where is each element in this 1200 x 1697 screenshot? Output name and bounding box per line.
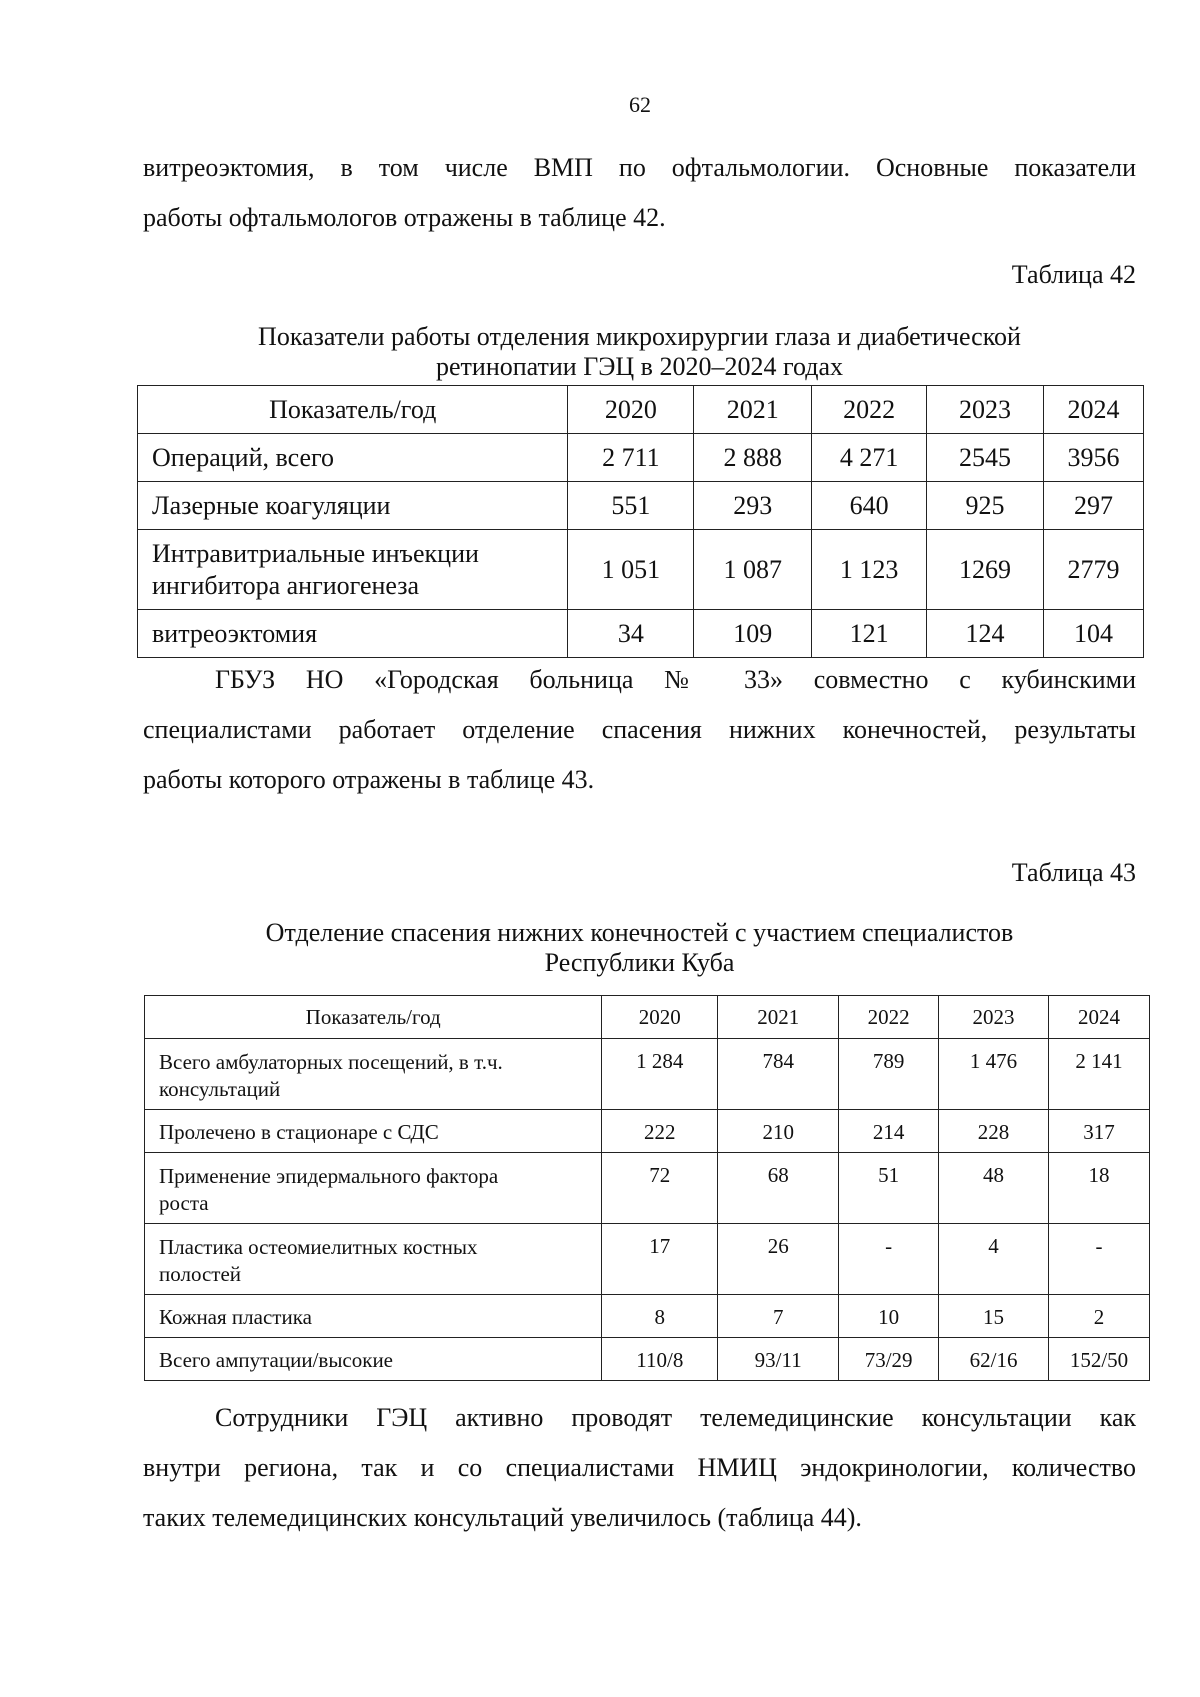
table-row	[138, 610, 1144, 658]
value-cell: 104	[1044, 610, 1144, 658]
value-cell: 228	[939, 1110, 1049, 1153]
value-cell: 26	[718, 1224, 839, 1295]
indicator-line: Пластика остеомиелитных костных	[159, 1235, 478, 1259]
header-cell: Показатель/год	[145, 996, 602, 1039]
value-cell: 789	[839, 1039, 939, 1110]
value-cell: 640	[812, 482, 927, 530]
value-cell: -	[839, 1224, 939, 1295]
indicator-line: роста	[159, 1191, 209, 1215]
indicator-cell: Пролечено в стационаре с СДС	[145, 1110, 602, 1153]
page-number: 62	[629, 92, 651, 117]
closing-paragraph	[143, 1393, 1136, 1543]
header-cell: 2024	[1044, 386, 1144, 434]
table-row	[138, 434, 1144, 482]
header-cell: 2021	[718, 996, 839, 1039]
value-cell: 551	[568, 482, 694, 530]
paragraph-line: работы которого отражены в таблице 43.	[143, 765, 595, 794]
caption-line: Показатели работы отделения микрохирургии глаза и диабетической	[258, 322, 1021, 351]
value-cell: 1 087	[694, 530, 812, 610]
header-cell: 2020	[568, 386, 694, 434]
table-row	[145, 1224, 1150, 1295]
header-cell: 2021	[694, 386, 812, 434]
middle-paragraph	[143, 655, 1136, 805]
value-cell: 152/50	[1049, 1338, 1150, 1381]
caption-line: Отделение спасения нижних конечностей с участием специалистов	[265, 918, 1014, 947]
value-cell: 210	[718, 1110, 839, 1153]
paragraph-line: работы офтальмологов отражены в таблице 42.	[143, 203, 666, 232]
value-cell: 18	[1049, 1153, 1150, 1224]
value-cell: 72	[602, 1153, 718, 1224]
indicator-line: Применение эпидермального фактора	[159, 1164, 499, 1188]
value-cell: 68	[718, 1153, 839, 1224]
value-cell: 925	[927, 482, 1044, 530]
indicator-cell	[145, 1153, 602, 1224]
table-row	[145, 1153, 1150, 1224]
table-row	[138, 530, 1144, 610]
value-cell: 784	[718, 1039, 839, 1110]
indicator-cell: Кожная пластика	[145, 1295, 602, 1338]
paragraph-line: ГБУЗ НО «Городская больница № 33» совместно с кубинскими	[215, 665, 1136, 694]
value-cell: 293	[694, 482, 812, 530]
table-43-caption	[143, 918, 1136, 978]
value-cell: 34	[568, 610, 694, 658]
header-cell: 2022	[812, 386, 927, 434]
value-cell: 2 711	[568, 434, 694, 482]
table-row	[145, 1110, 1150, 1153]
header-cell: 2022	[839, 996, 939, 1039]
value-cell: 1 051	[568, 530, 694, 610]
header-cell: 2023	[939, 996, 1049, 1039]
table-42-caption	[143, 322, 1136, 382]
indicator-cell	[145, 1039, 602, 1110]
value-cell: 121	[812, 610, 927, 658]
indicator-cell	[145, 1224, 602, 1295]
value-cell: 48	[939, 1153, 1049, 1224]
value-cell: 214	[839, 1110, 939, 1153]
paragraph-line: внутри региона, так и со специалистами НМИЦ эндокринологии, количество	[143, 1453, 1136, 1482]
value-cell: 1 284	[602, 1039, 718, 1110]
value-cell: 2 141	[1049, 1039, 1150, 1110]
value-cell: 10	[839, 1295, 939, 1338]
value-cell: 7	[718, 1295, 839, 1338]
indicator-line: консультаций	[159, 1077, 281, 1101]
value-cell: 2779	[1044, 530, 1144, 610]
indicator-cell: Операций, всего	[138, 434, 568, 482]
indicator-cell: Всего ампутации/высокие	[145, 1338, 602, 1381]
caption-line: ретинопатии ГЭЦ в 2020–2024 годах	[436, 352, 843, 381]
value-cell: 2545	[927, 434, 1044, 482]
value-cell: 297	[1044, 482, 1144, 530]
indicator-cell: витреоэктомия	[138, 610, 568, 658]
indicator-line: Всего амбулаторных посещений, в т.ч.	[159, 1050, 503, 1074]
value-cell: 17	[602, 1224, 718, 1295]
value-cell: 4	[939, 1224, 1049, 1295]
table-42	[137, 385, 1144, 658]
paragraph-line: витреоэктомия, в том числе ВМП по офтальмологии. Основные показатели	[143, 153, 1136, 182]
value-cell: 51	[839, 1153, 939, 1224]
header-cell: Показатель/год	[138, 386, 568, 434]
value-cell: 1269	[927, 530, 1044, 610]
table-row	[145, 1338, 1150, 1381]
header-cell: 2023	[927, 386, 1044, 434]
indicator-cell	[138, 530, 568, 610]
value-cell: 1 476	[939, 1039, 1049, 1110]
value-cell: 222	[602, 1110, 718, 1153]
value-cell: 62/16	[939, 1338, 1049, 1381]
value-cell: 15	[939, 1295, 1049, 1338]
value-cell: 124	[927, 610, 1044, 658]
paragraph-line: специалистами работает отделение спасения нижних конечностей, результаты	[143, 715, 1136, 744]
value-cell: 317	[1049, 1110, 1150, 1153]
value-cell: 4 271	[812, 434, 927, 482]
table-row	[145, 1295, 1150, 1338]
value-cell: 2 888	[694, 434, 812, 482]
value-cell: 110/8	[602, 1338, 718, 1381]
table-42-label: Таблица 42	[1011, 260, 1136, 289]
indicator-line: ингибитора ангиогенеза	[152, 570, 420, 600]
table-row	[145, 1039, 1150, 1110]
paragraph-line: Сотрудники ГЭЦ активно проводят телемедицинские консультации как	[215, 1403, 1136, 1432]
indicator-cell: Лазерные коагуляции	[138, 482, 568, 530]
value-cell: 73/29	[839, 1338, 939, 1381]
paragraph-line: таких телемедицинских консультаций увеличилось (таблица 44).	[143, 1503, 862, 1532]
value-cell: 3956	[1044, 434, 1144, 482]
intro-paragraph	[143, 143, 1136, 243]
header-cell: 2020	[602, 996, 718, 1039]
indicator-line: полостей	[159, 1262, 242, 1286]
value-cell: 1 123	[812, 530, 927, 610]
table-header-row	[145, 996, 1150, 1039]
table-43	[144, 995, 1150, 1381]
header-cell: 2024	[1049, 996, 1150, 1039]
table-43-label: Таблица 43	[1011, 858, 1136, 887]
value-cell: 109	[694, 610, 812, 658]
caption-line: Республики Куба	[544, 948, 735, 977]
table-row	[138, 482, 1144, 530]
value-cell: -	[1049, 1224, 1150, 1295]
value-cell: 8	[602, 1295, 718, 1338]
value-cell: 2	[1049, 1295, 1150, 1338]
indicator-line: Интравитриальные инъекции	[152, 538, 479, 568]
value-cell: 93/11	[718, 1338, 839, 1381]
table-header-row	[138, 386, 1144, 434]
